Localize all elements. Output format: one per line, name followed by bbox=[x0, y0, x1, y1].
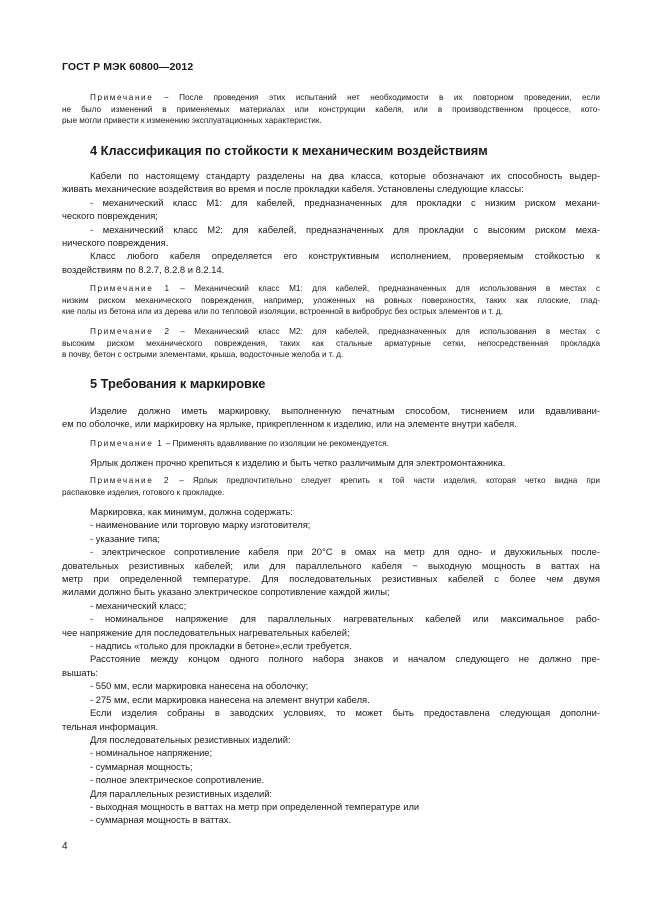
note-label: Примечание 1 bbox=[90, 439, 164, 448]
marking-line: довательных резистивных кабелей; или для параллельного кабеля − выходную мощность в ваттах на bbox=[62, 559, 600, 571]
note-label: Примечание 2 bbox=[90, 476, 171, 485]
note-label: Примечание bbox=[90, 93, 154, 102]
list-item: - механический класс М2: для кабелей, предназначенных для прокладки с высоким риском меха- bbox=[90, 223, 600, 235]
marking-line: - суммарная мощность; bbox=[90, 760, 193, 772]
intro-note: Примечание − После проведения этих испытаний нет необходимости в их повторном проведении, если не было изменений в применяемых материалах или конструкции кабеля, или в производственном процессе, кото- рые могли привести к изменению эксплуатационных характеристик. bbox=[62, 93, 600, 126]
marking-line: Маркировка, как минимум, должна содержать: bbox=[90, 506, 293, 517]
section-4-heading: 4 Классификация по стойкости к механическим воздействиям bbox=[90, 143, 488, 158]
section-5-heading: 5 Требования к маркировке bbox=[90, 376, 266, 391]
document-code: ГОСТ Р МЭК 60800—2012 bbox=[62, 61, 194, 73]
marking-line: - 550 мм, если маркировка нанесена на оболочку; bbox=[90, 680, 309, 692]
section-5-note-2: Примечание 2 – Ярлык предпочтительно следует крепить к той части изделия, которая четко видна при распаковке изделия, готового к прокладке. bbox=[62, 476, 600, 497]
section-5-label-paragraph: Ярлык должен прочно крепиться к изделию и быть четко различимым для электромонтажника. bbox=[90, 457, 506, 468]
marking-line: Для последовательных резистивных изделий: bbox=[90, 733, 291, 745]
marking-line: Если изделия собраны в заводских условиях, то может быть предоставлена следующая дополни- bbox=[90, 707, 600, 719]
marking-line: жилами должно быть указано электрическое сопротивление каждой жилы; bbox=[62, 586, 390, 598]
marking-line: - наименование или торговую марку изготовителя; bbox=[90, 519, 311, 531]
marking-line: чее напряжение для последовательных нагревательных кабелей; bbox=[62, 626, 350, 638]
section-4-note-2: Примечание 2 – Механический класс М2: для кабелей, предназначенных для использования в местах с высоким риском механического повреждения, таких как стальные арматурные сетки, непосредственная прокладка в почву, бетон с острыми элементами, крыша, водосточные желоба и т. д. bbox=[62, 327, 600, 360]
page-number: 4 bbox=[62, 841, 68, 852]
marking-line: - 275 мм, если маркировка нанесена на элемент внутри кабеля. bbox=[90, 693, 370, 705]
marking-line: - номинальное напряжение; bbox=[90, 747, 213, 759]
section-4-body: Кабели по настоящему стандарту разделены на два класса, которые обозначают их способность выдер- живать механические воздействия во время и после прокладки кабеля. Установлены следующие классы: - механический класс М1: для кабелей, предназначенных для прокладки с низким риском механи- ческого повреждения; - механический класс М2: для кабелей, предназначенных для прокладки с высоким риском меха- нического повреждения. Класс любого кабеля определяется его конструктивным исполнением, проверяемым стойкостью к воздействиям по 8.2.7, 8.2.8 и 8.2.14. bbox=[62, 170, 600, 275]
marking-line: - указание типа; bbox=[90, 532, 161, 544]
marking-line: тельная информация. bbox=[62, 720, 159, 732]
section-4-note-1: Примечание 1 – Механический класс М1: для кабелей, предназначенных для использования в местах с низким риском механического повреждения, например, уложенных на ровных поверхностях, таких как плоские, глад- кие полы из бетона или из дерева или по тепловой изоляции, встроенной в вибробрус без острых элементов и т. д. bbox=[62, 284, 600, 317]
section-5-note-1: Примечание 1 – Применять вдавливание по изоляции не рекомендуется. bbox=[90, 439, 389, 448]
note-label: Примечание 2 bbox=[90, 327, 171, 336]
note-label: Примечание 1 bbox=[90, 284, 171, 293]
marking-line: Для параллельных резистивных изделий: bbox=[90, 787, 273, 799]
marking-line: - номинальное напряжение для параллельных нагревательных кабелей или максимальное рабо- bbox=[90, 613, 600, 625]
marking-line: метр при определенной температуре. Для последовательных резистивных кабелей с более чем двумя bbox=[62, 573, 600, 585]
marking-line: - полное электрическое сопротивление. bbox=[90, 774, 265, 786]
list-item: - механический класс М1: для кабелей, предназначенных для прокладки с низким риском механи- bbox=[90, 196, 600, 208]
marking-line: Расстояние между концом одного полного набора знаков и началом следующего не должно пре- bbox=[90, 653, 600, 665]
marking-line: - механический класс; bbox=[90, 599, 187, 611]
section-5-intro: Изделие должно иметь маркировку, выполненную печатным способом, тиснением или вдавливани- ем по оболочке, или маркировку на ярлыке, прикрепленном к изделию, или на элементе внутри кабеля. bbox=[62, 405, 600, 430]
marking-requirements bbox=[62, 505, 600, 827]
marking-line: вышать: bbox=[62, 666, 99, 678]
marking-line: - надпись «только для прокладки в бетоне»,если требуется. bbox=[90, 640, 352, 652]
marking-line: - выходная мощность в ваттах на метр при определенной температуре или bbox=[90, 800, 420, 812]
marking-line: - суммарная мощность в ваттах. bbox=[90, 814, 232, 826]
marking-line: - электрическое сопротивление кабеля при 20°С в омах на метр для одно- и двухжильных после- bbox=[90, 546, 600, 558]
